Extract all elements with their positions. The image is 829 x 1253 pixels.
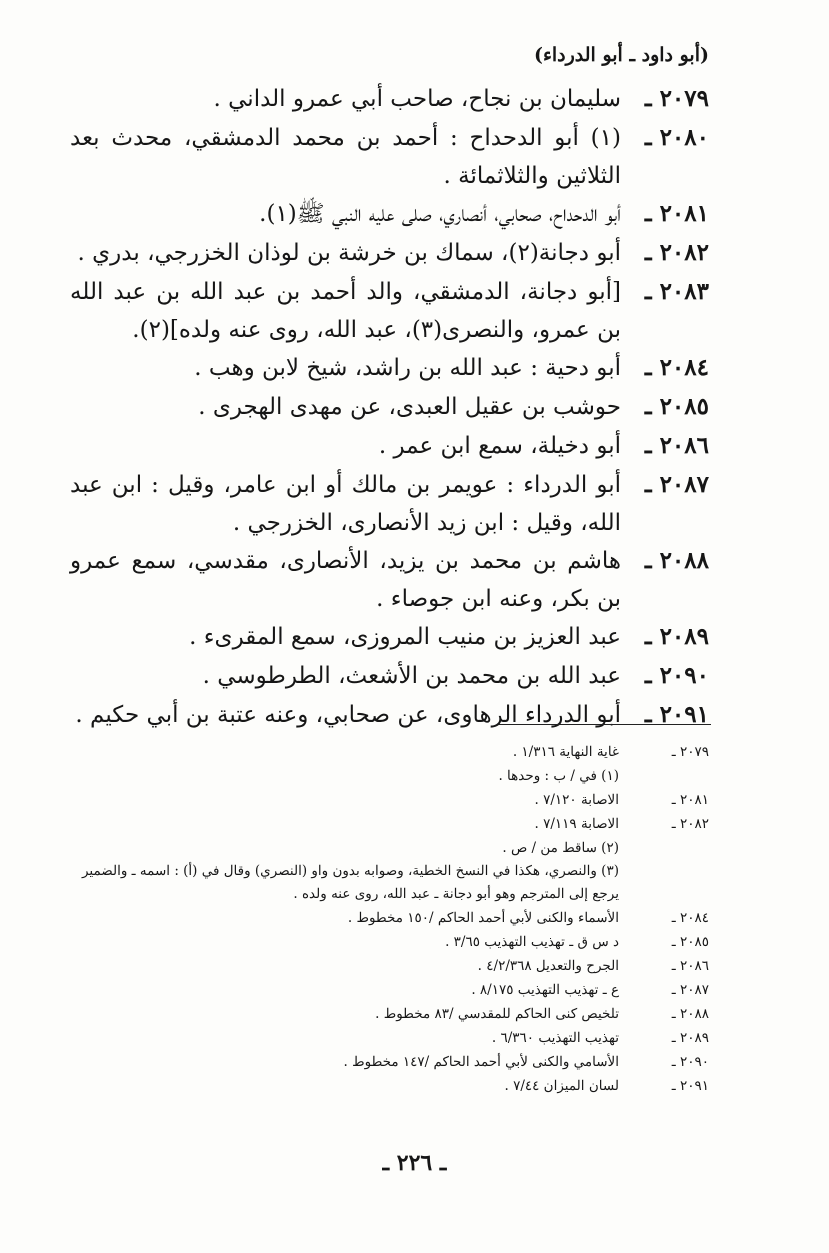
- entry-number: ٢٠٨٠ ـ: [644, 124, 709, 151]
- entry-number: ٢٠٨٣ ـ: [644, 278, 709, 305]
- footnote-text: الاصابة ٧/١٢٠ .: [534, 792, 619, 808]
- footnote-text: الجرح والتعديل ٤/٢/٣٦٨ .: [477, 958, 619, 974]
- footnote-text: د س ق ـ تهذيب التهذيب ٣/٦٥ .: [445, 934, 619, 950]
- footnotes: [74, 740, 709, 1098]
- entry: [70, 542, 709, 618]
- entry: [70, 195, 709, 234]
- entry: [70, 119, 709, 195]
- entry-text: [أبو دجانة، الدمشقي، والد أحمد بن عبد الله بن عبد الله بن عمرو، والنصرى(٣)، عبد الله، روى عنه ولده](٢).: [70, 279, 621, 343]
- entry-number: ٢٠٨٧ ـ: [644, 471, 709, 498]
- footnote-text: لسان الميزان ٧/٤٤ .: [504, 1078, 619, 1094]
- footnote-text: تلخيص كنى الحاكم للمقدسي /٨٣ مخطوط .: [375, 1006, 619, 1022]
- footnote-number: ٢٠٨٢ ـ: [671, 816, 709, 832]
- entry-list: [70, 80, 709, 735]
- entry-number: ٢٠٨٦ ـ: [644, 432, 709, 459]
- entry-text: أبو دخيلة، سمع ابن عمر .: [378, 433, 621, 459]
- footnote-text: الاصابة ٧/١١٩ .: [534, 816, 619, 832]
- entry: [70, 657, 709, 696]
- entry-text: عبد الله بن محمد بن الأشعث، الطرطوسي .: [202, 663, 621, 689]
- footnote-text: ع ـ تهذيب التهذيب ٨/١٧٥ .: [471, 982, 619, 998]
- entry: [70, 696, 709, 735]
- footnote-number: ٢٠٨١ ـ: [671, 792, 709, 808]
- footnote-number: ٢٠٨٧ ـ: [671, 982, 709, 998]
- entry-text: أبو دحية : عبد الله بن راشد، شيخ لابن وهب .: [194, 355, 621, 381]
- entry-text: أبو دجانة(٢)، سماك بن خرشة بن لوذان الخزرجي، بدري .: [77, 240, 621, 266]
- footnote: [74, 1002, 709, 1026]
- footnote-text: (٢) ساقط من / ص .: [502, 840, 619, 856]
- entry: [70, 427, 709, 466]
- entry: [70, 273, 709, 349]
- footnote-text: غاية النهاية ١/٣١٦ .: [512, 744, 619, 760]
- footnote: [74, 930, 709, 954]
- footnote-text: (١) في / ب : وحدها .: [498, 768, 619, 784]
- footnote-number: ٢٠٧٩ ـ: [671, 744, 709, 760]
- entry-number: ٢٠٩١ ـ: [644, 701, 709, 728]
- entry-text: حوشب بن عقيل العبدى، عن مهدى الهجرى .: [198, 394, 621, 420]
- entry: [70, 80, 709, 119]
- footnote-number: ٢٠٨٤ ـ: [671, 910, 709, 926]
- entry: [70, 388, 709, 427]
- entry-text: عبد العزيز بن منيب المروزى، سمع المقرىء .: [189, 624, 621, 650]
- entry-text: أبو الدحداح، صحابي، أنصاري، صلى عليه النبي ﷺ(١).: [259, 201, 621, 227]
- footnote-number: ٢٠٨٥ ـ: [671, 934, 709, 950]
- entry: [70, 349, 709, 388]
- footnote-text: (٣) والنصري، هكذا في النسخ الخطية، وصوابه بدون واو (النصري) وقال في (أ) : اسمه ـ والضمير يرجع إلى المترجم وهو أبو دجانة ـ عبد الله، روى عنه ولده .: [81, 863, 619, 902]
- entry-number: ٢٠٩٠ ـ: [644, 662, 709, 689]
- entry-text: أبو الدرداء : عويمر بن مالك أو ابن عامر، وقيل : ابن عبد الله، وقيل : ابن زيد الأنصارى، الخزرجي .: [70, 472, 621, 536]
- entry: [70, 466, 709, 542]
- running-header: (أبو داود ـ أبو الدرداء): [533, 44, 709, 66]
- footnote: [74, 1026, 709, 1050]
- entry-number: ٢٠٨٢ ـ: [644, 239, 709, 266]
- footnote-number: ٢٠٨٦ ـ: [671, 958, 709, 974]
- entry-text: أبو الدرداء الرهاوى، عن صحابي، وعنه عتبة بن أبي حكيم .: [75, 702, 621, 728]
- footnote: [74, 860, 709, 906]
- footnote-text: تهذيب التهذيب ٦/٣٦٠ .: [491, 1030, 619, 1046]
- entry-number: ٢٠٧٩ ـ: [644, 85, 709, 112]
- entry-number: ٢٠٨٤ ـ: [644, 354, 709, 381]
- footnote-number: ٢٠٩٠ ـ: [671, 1054, 709, 1070]
- footnote: [74, 788, 709, 812]
- entry-text: سليمان بن نجاح، صاحب أبي عمرو الداني .: [213, 86, 621, 112]
- page-number: ـ ٢٢٦ ـ: [382, 1150, 447, 1176]
- entry: [70, 618, 709, 657]
- entry-text: (١) أبو الدحداح : أحمد بن محمد الدمشقي، محدث بعد الثلاثين والثلاثمائة .: [70, 125, 621, 189]
- entry-text: هاشم بن محمد بن يزيد، الأنصارى، مقدسي، سمع عمرو بن بكر، وعنه ابن جوصاء .: [70, 548, 621, 612]
- footnote-number: ٢٠٩١ ـ: [671, 1078, 709, 1094]
- footnote: [74, 906, 709, 930]
- entry-number: ٢٠٨١ ـ: [644, 200, 709, 227]
- entry: [70, 234, 709, 273]
- footnote: [74, 836, 709, 860]
- footnote: [74, 740, 709, 764]
- entry-number: ٢٠٨٩ ـ: [644, 623, 709, 650]
- footnote: [74, 1050, 709, 1074]
- entry-number: ٢٠٨٨ ـ: [644, 547, 709, 574]
- footnote: [74, 812, 709, 836]
- footnote: [74, 764, 709, 788]
- footnote-number: ٢٠٨٩ ـ: [671, 1030, 709, 1046]
- entry-number: ٢٠٨٥ ـ: [644, 393, 709, 420]
- footnote-number: ٢٠٨٨ ـ: [671, 1006, 709, 1022]
- footnote-text: الأسامي والكنى لأبي أحمد الحاكم /١٤٧ مخطوط .: [343, 1054, 619, 1070]
- footnote: [74, 954, 709, 978]
- footnote-text: الأسماء والكنى لأبي أحمد الحاكم /١٥٠ مخطوط .: [347, 910, 619, 926]
- footnote: [74, 978, 709, 1002]
- footnote: [74, 1074, 709, 1098]
- footnote-divider: [499, 724, 711, 725]
